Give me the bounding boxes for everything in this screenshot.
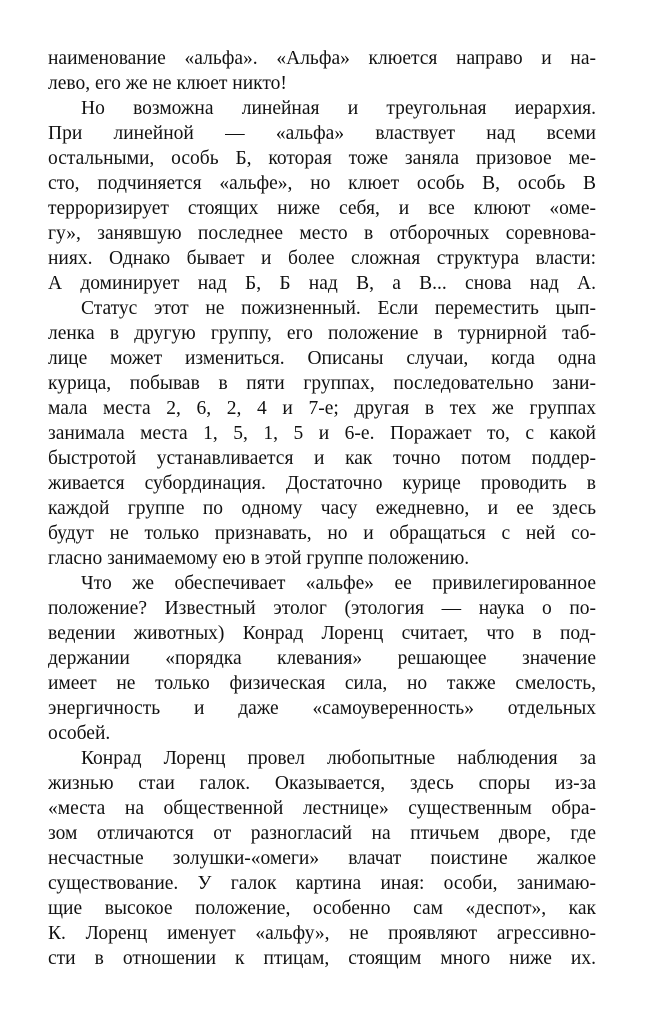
- text-line: держании «порядка клевания» решающее значение: [48, 648, 596, 669]
- text-line: Но возможна линейная и треугольная иерархия.: [81, 98, 596, 119]
- text-line: лево, его же не клюет никто!: [48, 73, 287, 94]
- text-line: гласно занимаемому ею в этой группе положению.: [48, 548, 470, 569]
- text-line: А доминирует над Б, Б над В, а В... снова над А.: [48, 273, 596, 294]
- text-line: живается субординация. Достаточно курице проводить в: [48, 473, 596, 494]
- text-line: Конрад Лоренц провел любопытные наблюдения за: [81, 748, 596, 769]
- text-line: существование. У галок картина иная: особи, занимаю-: [48, 873, 596, 894]
- text-line: терроризирует стоящих ниже себя, и все клюют «оме-: [48, 198, 596, 219]
- text-line: положение? Известный этолог (этология — наука о по-: [48, 598, 596, 619]
- text-line: ведении животных) Конрад Лоренц считает, что в под-: [48, 623, 596, 644]
- text-line: гу», занявшую последнее место в отборочных соревнова-: [48, 223, 596, 244]
- text-line: каждой группе по одному часу ежедневно, и ее здесь: [48, 498, 596, 519]
- text-line: лице может измениться. Описаны случаи, когда одна: [48, 348, 596, 369]
- text-line: сто, подчиняется «альфе», но клюет особь В, особь В: [48, 173, 596, 194]
- text-line: занимала места 1, 5, 1, 5 и 6-е. Поражает то, с какой: [48, 423, 596, 444]
- text-line: наименование «альфа». «Альфа» клюется направо и на-: [48, 48, 596, 69]
- text-line: курица, побывав в пяти группах, последовательно зани-: [48, 373, 596, 394]
- text-line: особей.: [48, 723, 111, 744]
- text-line: «места на общественной лестнице» существенным обра-: [48, 798, 596, 819]
- text-line: быстротой устанавливается и как точно потом поддер-: [48, 448, 596, 469]
- text-line: К. Лоренц именует «альфу», не проявляют агрессивно-: [48, 923, 596, 944]
- text-line: сти в отношении к птицам, стоящим много ниже их.: [48, 948, 596, 969]
- text-line: ниях. Однако бывает и более сложная структура власти:: [48, 248, 596, 269]
- text-line: жизнью стаи галок. Оказывается, здесь споры из-за: [48, 773, 596, 794]
- text-line: энергичность и даже «самоуверенность» отдельных: [48, 698, 596, 719]
- text-line: несчастные золушки-«омеги» влачат поистине жалкое: [48, 848, 596, 869]
- text-line: имеет не только физическая сила, но также смелость,: [48, 673, 596, 694]
- text-line: будут не только признавать, но и обращаться с ней со-: [48, 523, 596, 544]
- text-line: щие высокое положение, особенно сам «деспот», как: [48, 898, 596, 919]
- text-line: Что же обеспечивает «альфе» ее привилегированное: [81, 573, 596, 594]
- text-line: При линейной — «альфа» властвует над всеми: [48, 123, 596, 144]
- text-line: зом отличаются от разногласий на птичьем дворе, где: [48, 823, 596, 844]
- text-line: мала места 2, 6, 2, 4 и 7-е; другая в тех же группах: [48, 398, 596, 419]
- text-line: Статус этот не пожизненный. Если переместить цып-: [81, 298, 596, 319]
- text-line: остальными, особь Б, которая тоже заняла призовое ме-: [48, 148, 596, 169]
- text-line: ленка в другую группу, его положение в турнирной таб-: [48, 323, 596, 344]
